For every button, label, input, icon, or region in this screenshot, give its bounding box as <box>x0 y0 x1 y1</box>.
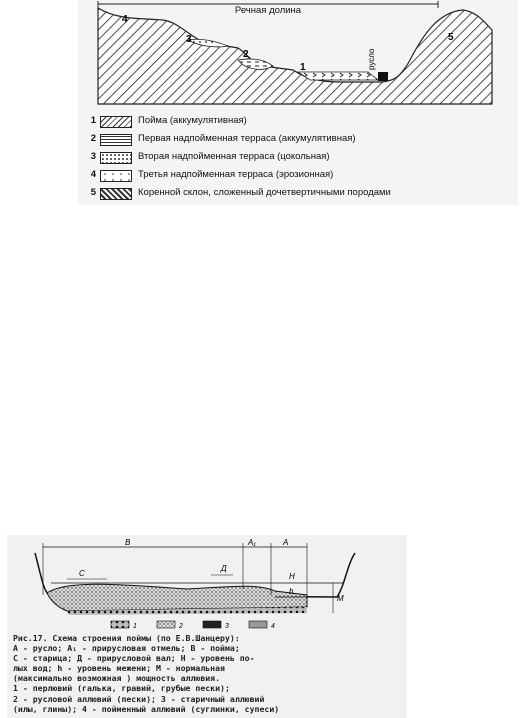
hatch-pattern-swatch <box>100 188 132 200</box>
profile-number-2: 2 <box>243 49 249 60</box>
label-h: h <box>289 587 294 596</box>
bedrock-slope <box>98 8 492 104</box>
legend-number-1: 1 <box>133 623 137 630</box>
legend-swatch-4 <box>249 621 267 628</box>
legend-label: Коренной склон, сложенный дочетвертичными породами <box>138 187 391 198</box>
legend-number: 4 <box>90 169 96 180</box>
caption-line: А - русло; А₁ - прирусловая отмель; В - пойма; <box>13 643 240 654</box>
legend-swatch-2 <box>157 621 175 628</box>
profile-number-1: 1 <box>300 62 306 73</box>
label-A1: А₁ <box>248 538 256 547</box>
legend-label: Первая надпойменная терраса (аккумулятивная) <box>138 133 356 144</box>
floodplain-drawing <box>7 535 407 631</box>
floodplain-figure <box>7 535 407 718</box>
floodplain-deposit <box>298 72 378 80</box>
legend-item <box>86 166 516 184</box>
dots-pattern-swatch <box>100 152 132 164</box>
label-A: А <box>283 538 289 547</box>
label-B: В <box>125 538 131 547</box>
legend-item <box>86 184 516 202</box>
channel-label: русло <box>367 48 376 70</box>
legend-item <box>86 148 516 166</box>
legend-swatch-3 <box>203 621 221 628</box>
legend-swatch-1 <box>111 621 129 628</box>
legend-number-3: 3 <box>225 623 229 630</box>
legend-number: 3 <box>90 151 96 162</box>
legend-number: 5 <box>90 187 96 198</box>
arrows-pattern-swatch <box>100 116 132 128</box>
caption-line: С - старица; Д - прирусловой вал; Н - уровень по- <box>13 653 255 664</box>
channel-marker <box>378 72 388 81</box>
profile-number-4: 4 <box>122 14 128 25</box>
valley-label: Речная долина <box>234 5 302 16</box>
caption-line: (максимально возможная ) мощность аллювия. <box>13 673 221 684</box>
valley-profile-drawing <box>78 0 518 110</box>
legend-number: 2 <box>90 133 96 144</box>
legend-item <box>86 112 516 130</box>
label-H: Н <box>289 572 295 581</box>
floodplain-alluvium <box>47 584 307 611</box>
caption-line: (илы, глины); 4 - пойменный аллювий (суглинки, супеси) <box>13 703 280 714</box>
dashes-pattern-swatch <box>100 134 132 146</box>
label-D: Д <box>221 564 227 573</box>
profile-number-5: 5 <box>448 32 454 43</box>
legend-label: Третья надпойменная терраса (эрозионная) <box>138 169 334 180</box>
label-M: М <box>337 594 344 603</box>
profile-number-3: 3 <box>186 34 192 45</box>
legend-label: Вторая надпойменная терраса (цокольная) <box>138 151 330 162</box>
caption-line: Рис.17. Схема строения поймы (по Е.В.Шанцеру): <box>13 633 240 643</box>
valley-profile-figure <box>78 0 518 205</box>
figure-caption <box>13 633 405 714</box>
caption-line: 1 - перлювий (галька, гравий, грубые пески); <box>13 683 230 694</box>
caption-line: 2 - русловой аллювий (пески); 3 - старичный аллювий <box>13 693 265 704</box>
legend-number-2: 2 <box>179 623 183 630</box>
legend-number: 1 <box>90 115 96 126</box>
legend-item <box>86 130 516 148</box>
label-C: С <box>79 569 85 578</box>
sparse-dots-pattern-swatch <box>100 170 132 182</box>
legend-label: Пойма (аккумулятивная) <box>138 115 247 126</box>
legend-number-4: 4 <box>271 623 275 630</box>
caption-line: лых вод; h - уровень межени; М - нормальная <box>13 663 225 674</box>
valley-legend <box>86 112 516 202</box>
